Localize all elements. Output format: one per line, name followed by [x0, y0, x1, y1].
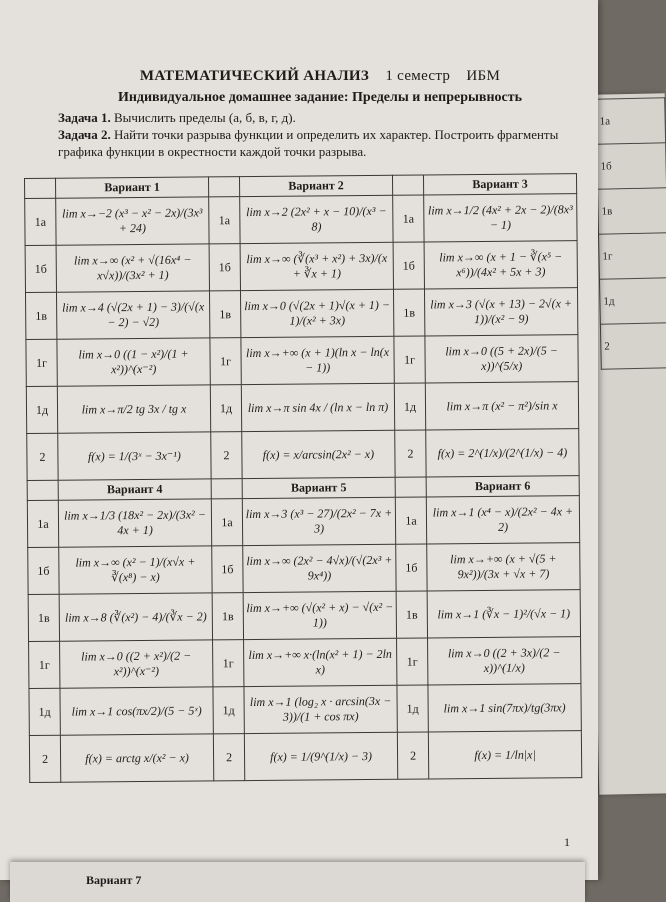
problem-expression: f(x) = 2^(1/x)/(2^(1/x) − 4) [426, 429, 579, 477]
problem-row [28, 590, 580, 642]
right-sheet-table [595, 97, 666, 369]
row-label: 1в [25, 292, 56, 339]
row-label: 2 [395, 430, 426, 477]
next-page-variant-7: Вариант 7 [86, 873, 142, 887]
row-label: 2 [27, 433, 58, 480]
problem-expression: lim x→1 (∛x − 1)²/(√x − 1) [427, 590, 580, 638]
problem-expression: lim x→0 ((2 + x²)/(2 − x²))^(x⁻²) [60, 640, 213, 688]
right-sheet-row-label: 1д [599, 278, 666, 324]
problem-row [29, 731, 581, 783]
problem-expression: lim x→π/2 tg 3x / tg x [57, 385, 210, 433]
row-label: 2 [211, 432, 242, 479]
problem-expression: lim x→∞ (x + 1 − ∛(x⁵ − x⁶))/(4x² + 5x + 3) [424, 241, 577, 289]
row-label: 1б [209, 244, 240, 291]
problem-expression: lim x→π sin 4x / (ln x − ln π) [241, 383, 394, 431]
problem-expression: lim x→0 ((2 + 3x)/(2 − x))^(1/x) [428, 637, 581, 685]
problem-expression: lim x→3 (√(x + 13) − 2√(x + 1))/(x² − 9) [424, 288, 577, 336]
row-label: 1б [25, 245, 56, 292]
row-label: 2 [213, 734, 244, 781]
problem-row [27, 496, 579, 548]
problem-expression: lim x→1/3 (18x² − 2x)/(3x² − 4x + 1) [58, 499, 211, 547]
problem-expression: lim x→+∞ (x + √(5 + 9x²))/(3x + √x + 7) [427, 543, 580, 591]
row-label: 1б [28, 547, 59, 594]
problem-expression: f(x) = 1/(9^(1/x) − 3) [244, 732, 397, 780]
variant-title: Вариант 5 [242, 477, 395, 498]
problem-expression: lim x→π (x² − π²)/sin x [425, 382, 578, 430]
row-label: 1в [393, 289, 424, 336]
row-label: 1д [26, 386, 57, 433]
problem-row [25, 241, 577, 293]
problem-expression: lim x→+∞ (x + 1)(ln x − ln(x − 1)) [241, 336, 394, 384]
problem-expression: f(x) = arctg x/(x² − x) [60, 734, 213, 782]
row-label: 1в [209, 291, 240, 338]
row-label: 1г [213, 640, 244, 687]
problem-expression: f(x) = x/arcsin(2x² − x) [242, 430, 395, 478]
right-sheet-row-label: 2 [600, 323, 666, 369]
problem-expression: f(x) = 1/ln|x| [428, 731, 581, 779]
empty-cell [208, 177, 239, 197]
variant-title: Вариант 4 [58, 479, 211, 500]
problem-row [28, 543, 580, 595]
row-label: 1б [396, 544, 427, 591]
problem-row [25, 194, 577, 246]
page-number: 1 [564, 835, 570, 849]
row-label: 2 [29, 735, 60, 782]
problem-row [29, 637, 581, 689]
row-label: 1в [212, 593, 243, 640]
row-label: 2 [397, 732, 428, 779]
empty-cell [392, 175, 423, 195]
variants-table [24, 173, 582, 783]
problem-expression: f(x) = 1/(3ˣ − 3x⁻¹) [58, 432, 211, 480]
row-label: 1б [212, 546, 243, 593]
problem-row [26, 382, 578, 434]
problem-row [25, 288, 577, 340]
problem-expression: lim x→∞ (x² + √(16x⁴ − x√x))/(3x² + 1) [56, 244, 209, 292]
problem-expression: lim x→3 (x³ − 27)/(2x² − 7x + 3) [242, 497, 395, 545]
problem-expression: lim x→1 (x⁴ − x)/(2x² − 4x + 2) [426, 496, 579, 544]
empty-cell [27, 480, 58, 500]
problem-expression: lim x→0 ((1 − x²)/(1 + x²))^(x⁻²) [57, 338, 210, 386]
row-label: 1г [26, 339, 57, 386]
problem-expression: lim x→+∞ x·(ln(x² + 1) − 2ln x) [244, 638, 397, 686]
right-sheet-row-label: 1в [598, 188, 666, 234]
problem-row [27, 429, 579, 481]
problem-expression: lim x→1 cos(πx/2)/(5 − 5ˣ) [60, 687, 213, 735]
problem-expression: lim x→∞ (∛(x³ + x²) + 3x)/(x + ∛x + 1) [240, 242, 393, 290]
row-label: 1а [209, 197, 240, 244]
empty-cell [25, 178, 56, 198]
page-title: МАТЕМАТИЧЕСКИЙ АНАЛИЗ 1 семестр ИБМ [139, 68, 501, 84]
problem-expression: lim x→1 (log₂ x · arcsin(3x − 3))/(1 + cos πx) [244, 685, 397, 733]
problem-expression: lim x→1/2 (4x² + 2x − 2)/(8x³ − 1) [424, 194, 577, 242]
problem-expression: lim x→1 sin(7πx)/tg(3πx) [428, 684, 581, 732]
right-sheet-row-label: 1б [597, 143, 666, 189]
variant-title: Вариант 1 [56, 177, 209, 198]
problem-expression: lim x→∞ (x² − 1)/(x√x + ∛(x⁸) − x) [59, 546, 212, 594]
row-label: 1д [394, 383, 425, 430]
task-1: Задача 1. Вычислить пределы (а, б, в, г, д). [58, 110, 296, 125]
row-label: 1д [29, 688, 60, 735]
row-label: 1г [210, 338, 241, 385]
problem-row [29, 684, 581, 736]
problem-expression: lim x→∞ (2x² − 4√x)/(√(2x³ + 9x⁴)) [243, 544, 396, 592]
task-2: Задача 2. Найти точки разрыва функции и определить их характер. Построить фрагменты графика функции в окрестности каждой точки разрыва. [58, 127, 559, 159]
right-sheet-row-label: 1а [596, 98, 666, 144]
row-label: 1д [210, 385, 241, 432]
row-label: 1а [393, 195, 424, 242]
row-label: 1а [27, 500, 58, 547]
row-label: 1г [394, 336, 425, 383]
empty-cell [395, 477, 426, 497]
problem-expression: lim x→+∞ (√(x² + x) − √(x² − 1)) [243, 591, 396, 639]
problem-expression: lim x→4 (√(2x + 1) − 3)/(√(x − 2) − √2) [56, 291, 209, 339]
row-label: 1г [397, 638, 428, 685]
problem-row [26, 335, 578, 387]
row-label: 1а [395, 497, 426, 544]
problem-expression: lim x→0 ((5 + 2x)/(5 − x))^(5/x) [425, 335, 578, 383]
row-label: 1в [28, 594, 59, 641]
row-label: 1а [211, 499, 242, 546]
problem-expression: lim x→0 (√(2x + 1)√(x + 1) − 1)/(x² + 3x) [240, 289, 393, 337]
row-label: 1а [25, 198, 56, 245]
problem-expression: lim x→2 (2x² + x − 10)/(x³ − 8) [240, 195, 393, 243]
row-label: 1г [29, 641, 60, 688]
row-label: 1д [397, 685, 428, 732]
variant-title: Вариант 3 [423, 174, 576, 195]
row-label: 1б [393, 242, 424, 289]
row-label: 1в [396, 591, 427, 638]
right-sheet-row-label: 1г [599, 233, 666, 279]
page-subtitle: Индивидуальное домашнее задание: Пределы и непрерывность [117, 90, 523, 105]
problem-expression: lim x→8 (∛(x²) − 4)/(∛x − 2) [59, 593, 212, 641]
empty-cell [211, 479, 242, 499]
variant-title: Вариант 2 [239, 175, 392, 196]
row-label: 1д [213, 687, 244, 734]
problem-expression: lim x→−2 (x³ − x² − 2x)/(3x³ + 24) [56, 197, 209, 245]
variant-title: Вариант 6 [426, 476, 579, 497]
